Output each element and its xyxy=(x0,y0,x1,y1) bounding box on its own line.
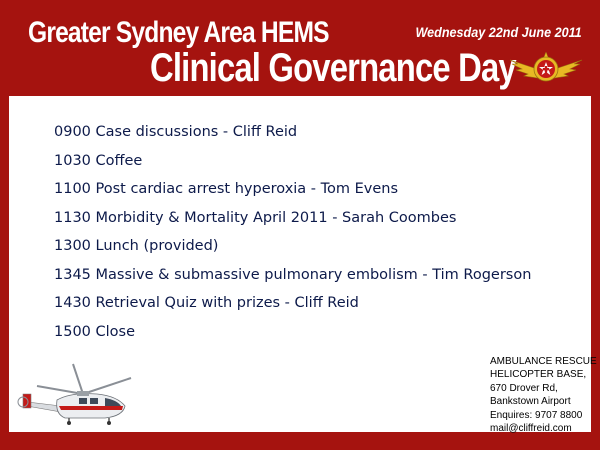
agenda-item: 1030 Coffee xyxy=(54,152,143,169)
address-line: Bankstown Airport xyxy=(490,396,571,408)
content-panel xyxy=(9,96,597,435)
agenda-item: 1130 Morbidity & Mortality April 2011 - Sarah Coombes xyxy=(54,209,457,226)
agenda-item: 0900 Case discussions - Cliff Reid xyxy=(54,124,298,140)
helicopter-icon xyxy=(13,360,143,430)
address-email: mail@cliffreid.com xyxy=(490,423,572,435)
agenda-item: 1500 Close xyxy=(54,323,136,340)
address-line: AMBULANCE RESCUE xyxy=(490,356,597,367)
address-line: 670 Drover Rd, xyxy=(490,382,558,394)
agenda-item: 1345 Massive & submassive pulmonary embolism - Tim Rogerson xyxy=(54,266,532,283)
agenda-list xyxy=(54,122,531,350)
agenda-item: 1430 Retrieval Quiz with prizes - Cliff Reid xyxy=(54,295,359,311)
address-line: HELICOPTER BASE, xyxy=(490,369,587,381)
event-date: Wednesday 22nd June 2011 xyxy=(415,24,582,40)
header-banner xyxy=(0,0,600,96)
agenda-item: 1100 Post cardiac arrest hyperoxia - Tom Evens xyxy=(54,181,399,197)
title-line-1: Greater Sydney Area HEMS xyxy=(28,16,329,49)
title-line-2: Clinical Governance Day xyxy=(150,46,516,90)
base-address xyxy=(490,355,597,435)
address-line: Enquires: 9707 8800 xyxy=(490,409,583,421)
agenda-item: 1300 Lunch (provided) xyxy=(54,238,219,254)
winged-star-badge-icon xyxy=(508,50,584,90)
